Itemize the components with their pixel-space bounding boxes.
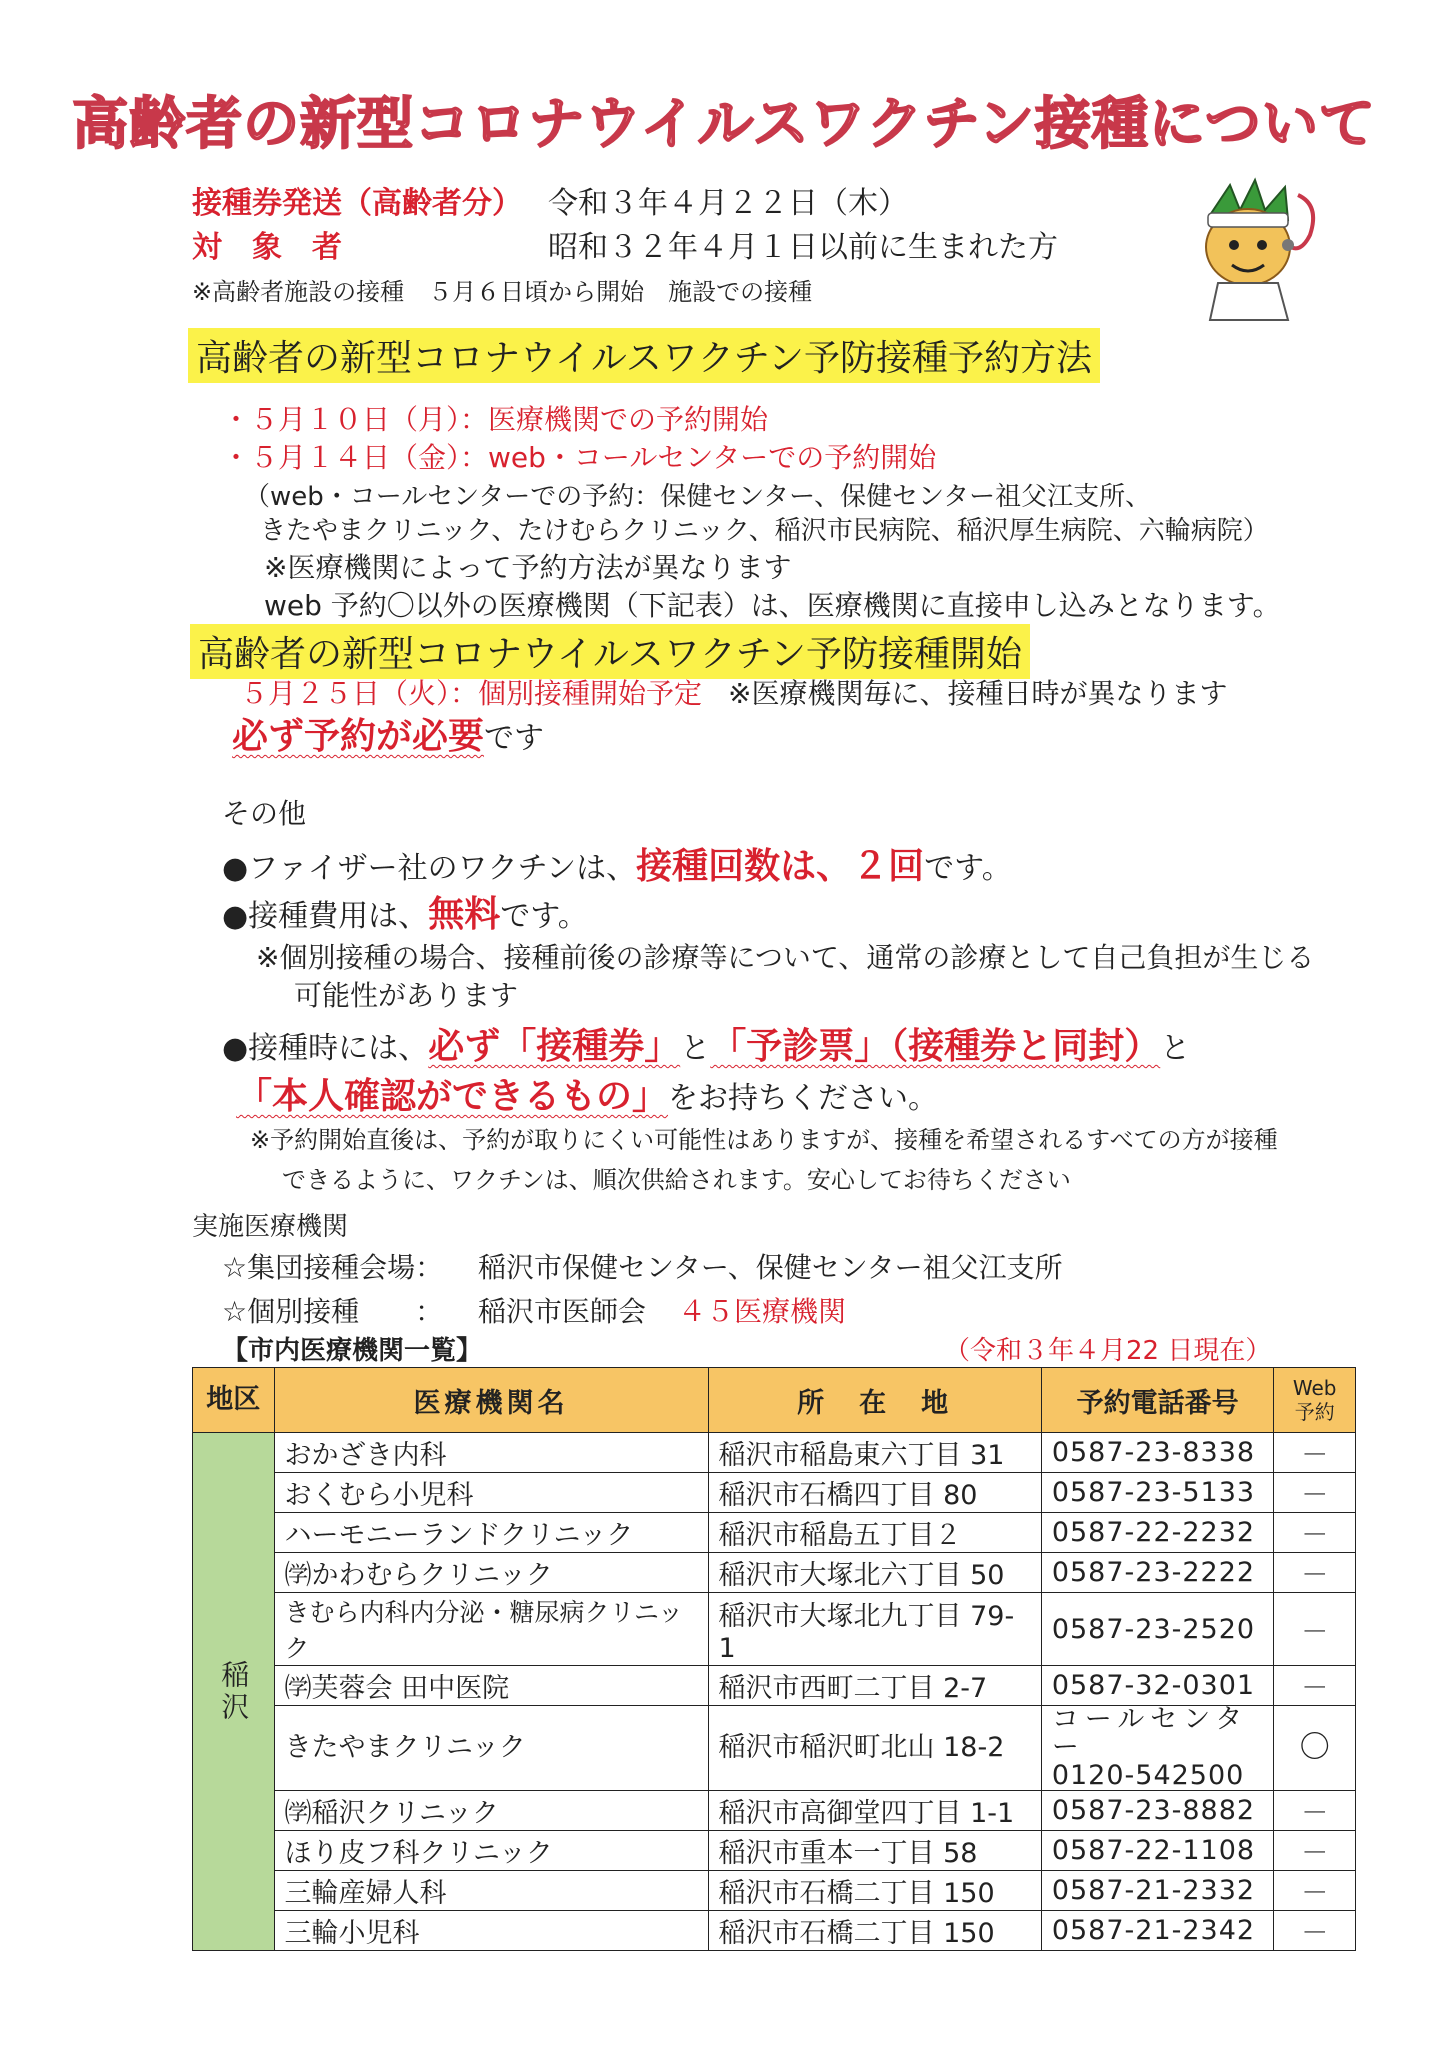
bullet-cost-post: です。	[500, 899, 588, 934]
must-reserve: 必ず予約が必要	[232, 716, 485, 757]
bullet-bring-post: と	[1160, 1031, 1191, 1066]
row-phone-cell	[1041, 1706, 1274, 1791]
supply-note-1: ※予約開始直後は、予約が取りにくい可能性はありますが、接種を希望されるすべての方が接種	[250, 1126, 1278, 1154]
row-address: 稲沢市稲島五丁目２	[708, 1513, 1041, 1553]
row-address: 稲沢市石橋二丁目 150	[708, 1871, 1041, 1911]
cost-note-1: ※個別接種の場合、接種前後の診療等について、通常の診療として自己負担が生じる	[256, 941, 1315, 974]
row-address: 稲沢市石橋四丁目 80	[708, 1473, 1041, 1513]
header-address: 所 在 地	[708, 1368, 1041, 1433]
reservation-note-2: web 予約〇以外の医療機関（下記表）は、医療機関に直接申し込みとなります。	[264, 589, 1281, 622]
row-web: －	[1274, 1871, 1356, 1911]
row-address: 稲沢市重本一丁目 58	[708, 1831, 1041, 1871]
other-heading: その他	[222, 797, 307, 830]
row-web: －	[1274, 1831, 1356, 1871]
group-vaccination-label: ☆集団接種会場：	[222, 1251, 444, 1284]
bullet-doses-em: 接種回数は、２回	[636, 846, 925, 887]
row-address: 稲沢市大塚北九丁目 79-1	[708, 1593, 1041, 1666]
reservation-heading: 高齢者の新型コロナウイルスワクチン予防接種予約方法	[188, 328, 1100, 383]
row-name: 三輪小児科	[274, 1911, 708, 1951]
row-name: ほり皮フ科クリニック	[274, 1831, 708, 1871]
row-name: ㈻芙蓉会 田中医院	[274, 1666, 708, 1706]
row-web: －	[1274, 1513, 1356, 1553]
row-address: 稲沢市高御堂四丁目 1-1	[708, 1791, 1041, 1831]
bullet-bring-form: 「予診票」（接種券と同封）	[710, 1026, 1161, 1067]
bullet-cost	[222, 886, 588, 937]
individual-vaccination-value: 稲沢市医師会	[478, 1295, 647, 1328]
row-web: －	[1274, 1553, 1356, 1593]
table-row	[193, 1433, 1356, 1473]
bullet-bring-mid: と	[680, 1031, 711, 1066]
table-row	[193, 1473, 1356, 1513]
cost-note-2: 可能性があります	[294, 979, 519, 1012]
row-name: 三輪産婦人科	[274, 1871, 708, 1911]
bullet-bring	[222, 1018, 1190, 1069]
row-phone: 0587-23-8338	[1041, 1433, 1274, 1473]
institutions-heading: 実施医療機関	[192, 1212, 349, 1242]
row-phone: 0587-21-2342	[1041, 1911, 1274, 1951]
row-phone: 0587-23-2520	[1041, 1593, 1274, 1666]
row-phone-2: 0120-542500	[1051, 1760, 1245, 1791]
individual-vaccination-count: ４５医療機関	[678, 1295, 847, 1328]
table-row	[193, 1871, 1356, 1911]
row-name: きむら内科内分泌・糖尿病クリニック	[274, 1593, 708, 1666]
row-web: －	[1274, 1666, 1356, 1706]
row-address: 稲沢市大塚北六丁目 50	[708, 1553, 1041, 1593]
row-address: 稲沢市稲島東六丁目 31	[708, 1433, 1041, 1473]
supply-note-2: できるように、ワクチンは、順次供給されます。安心してお待ちください	[282, 1166, 1071, 1194]
row-phone: 0587-21-2332	[1041, 1871, 1274, 1911]
reservation-item-2: ・５月１４日（金）：web・コールセンターでの予約開始	[222, 441, 937, 474]
table-row	[193, 1593, 1356, 1666]
row-phone: 0587-23-5133	[1041, 1473, 1274, 1513]
start-date-note: ※医療機関毎に、接種日時が異なります	[728, 677, 1228, 710]
facility-note: ※高齢者施設の接種 ５月６日頃から開始 施設での接種	[192, 278, 813, 306]
row-name: おかざき内科	[274, 1433, 708, 1473]
dispatch-value: 令和３年４月２２日（木）	[548, 186, 908, 221]
bullet-bring-post2: をお持ちください。	[668, 1081, 939, 1116]
dispatch-label: 接種券発送（高齢者分）	[192, 186, 522, 221]
row-address: 稲沢市稲沢町北山 18-2	[708, 1706, 1041, 1791]
row-name: ㈻かわむらクリニック	[274, 1553, 708, 1593]
bullet-bring-line2	[236, 1068, 938, 1119]
mascot-illustration	[1170, 175, 1330, 325]
row-address: 稲沢市西町二丁目 2-7	[708, 1666, 1041, 1706]
individual-vaccination-label: ☆個別接種 ：	[222, 1295, 444, 1328]
row-web: 〇	[1274, 1706, 1356, 1791]
header-name: 医療機関名	[274, 1368, 708, 1433]
row-web: －	[1274, 1791, 1356, 1831]
row-address: 稲沢市石橋二丁目 150	[708, 1911, 1041, 1951]
row-phone: コールセンター	[1051, 1704, 1249, 1763]
reservation-paren-2: きたやまクリニック、たけむらクリニック、稲沢市民病院、稲沢厚生病院、六輪病院）	[260, 516, 1269, 546]
table-row	[193, 1513, 1356, 1553]
target-value: 昭和３２年４月１日以前に生まれた方	[548, 230, 1058, 265]
bullet-bring-ticket: 必ず「接種券」	[428, 1026, 681, 1067]
start-heading: 高齢者の新型コロナウイルスワクチン予防接種開始	[190, 624, 1030, 679]
must-reserve-suffix: です	[484, 721, 545, 756]
row-web: －	[1274, 1473, 1356, 1513]
must-reserve-line	[232, 708, 544, 759]
start-date: ５月２５日（火）：個別接種開始予定	[240, 677, 703, 710]
bullet-cost-em: 無料	[428, 894, 501, 935]
row-web: －	[1274, 1433, 1356, 1473]
table-as-of: （令和３年４月22 日現在）	[944, 1336, 1272, 1366]
target-label: 対 象 者	[192, 230, 342, 265]
row-phone: 0587-23-2222	[1041, 1553, 1274, 1593]
bullet-bring-id: 「本人確認ができるもの」	[236, 1076, 669, 1117]
reservation-paren-1: （web・コールセンターでの予約：保健センター、保健センター祖父江支所、	[244, 482, 1152, 512]
bullet-doses-pre: ●ファイザー社のワクチンは、	[222, 851, 637, 886]
header-phone: 予約電話番号	[1041, 1368, 1274, 1433]
table-row	[193, 1706, 1356, 1791]
row-name: ㈻稲沢クリニック	[274, 1791, 708, 1831]
reservation-note-1: ※医療機関によって予約方法が異なります	[264, 551, 792, 584]
row-phone: 0587-22-1108	[1041, 1831, 1274, 1871]
medical-institutions-table	[192, 1367, 1356, 1951]
table-row	[193, 1831, 1356, 1871]
table-header-row	[193, 1368, 1356, 1433]
header-area: 地区	[193, 1368, 275, 1433]
table-row	[193, 1911, 1356, 1951]
row-web: －	[1274, 1593, 1356, 1666]
reservation-item-1: ・５月１０日（月）：医療機関での予約開始	[222, 403, 769, 436]
table-title: 【市内医療機関一覧】	[222, 1336, 483, 1366]
table-row	[193, 1553, 1356, 1593]
page-title: 高齢者の新型コロナウイルスワクチン接種について	[72, 92, 1376, 157]
group-vaccination-value: 稲沢市保健センター、保健センター祖父江支所	[478, 1251, 1063, 1284]
table-row	[193, 1666, 1356, 1706]
row-phone: 0587-23-8882	[1041, 1791, 1274, 1831]
table-row	[193, 1791, 1356, 1831]
area-cell: 稲沢	[193, 1433, 275, 1951]
bullet-cost-pre: ●接種費用は、	[222, 899, 429, 934]
row-web: －	[1274, 1911, 1356, 1951]
header-web: Web予約	[1274, 1368, 1356, 1433]
bullet-bring-pre: ●接種時には、	[222, 1031, 429, 1066]
row-phone: 0587-32-0301	[1041, 1666, 1274, 1706]
row-name: ハーモニーランドクリニック	[274, 1513, 708, 1553]
row-name: きたやまクリニック	[274, 1706, 708, 1791]
bullet-doses-post: です。	[924, 851, 1012, 886]
bullet-doses	[222, 838, 1012, 889]
row-phone: 0587-22-2232	[1041, 1513, 1274, 1553]
row-name: おくむら小児科	[274, 1473, 708, 1513]
